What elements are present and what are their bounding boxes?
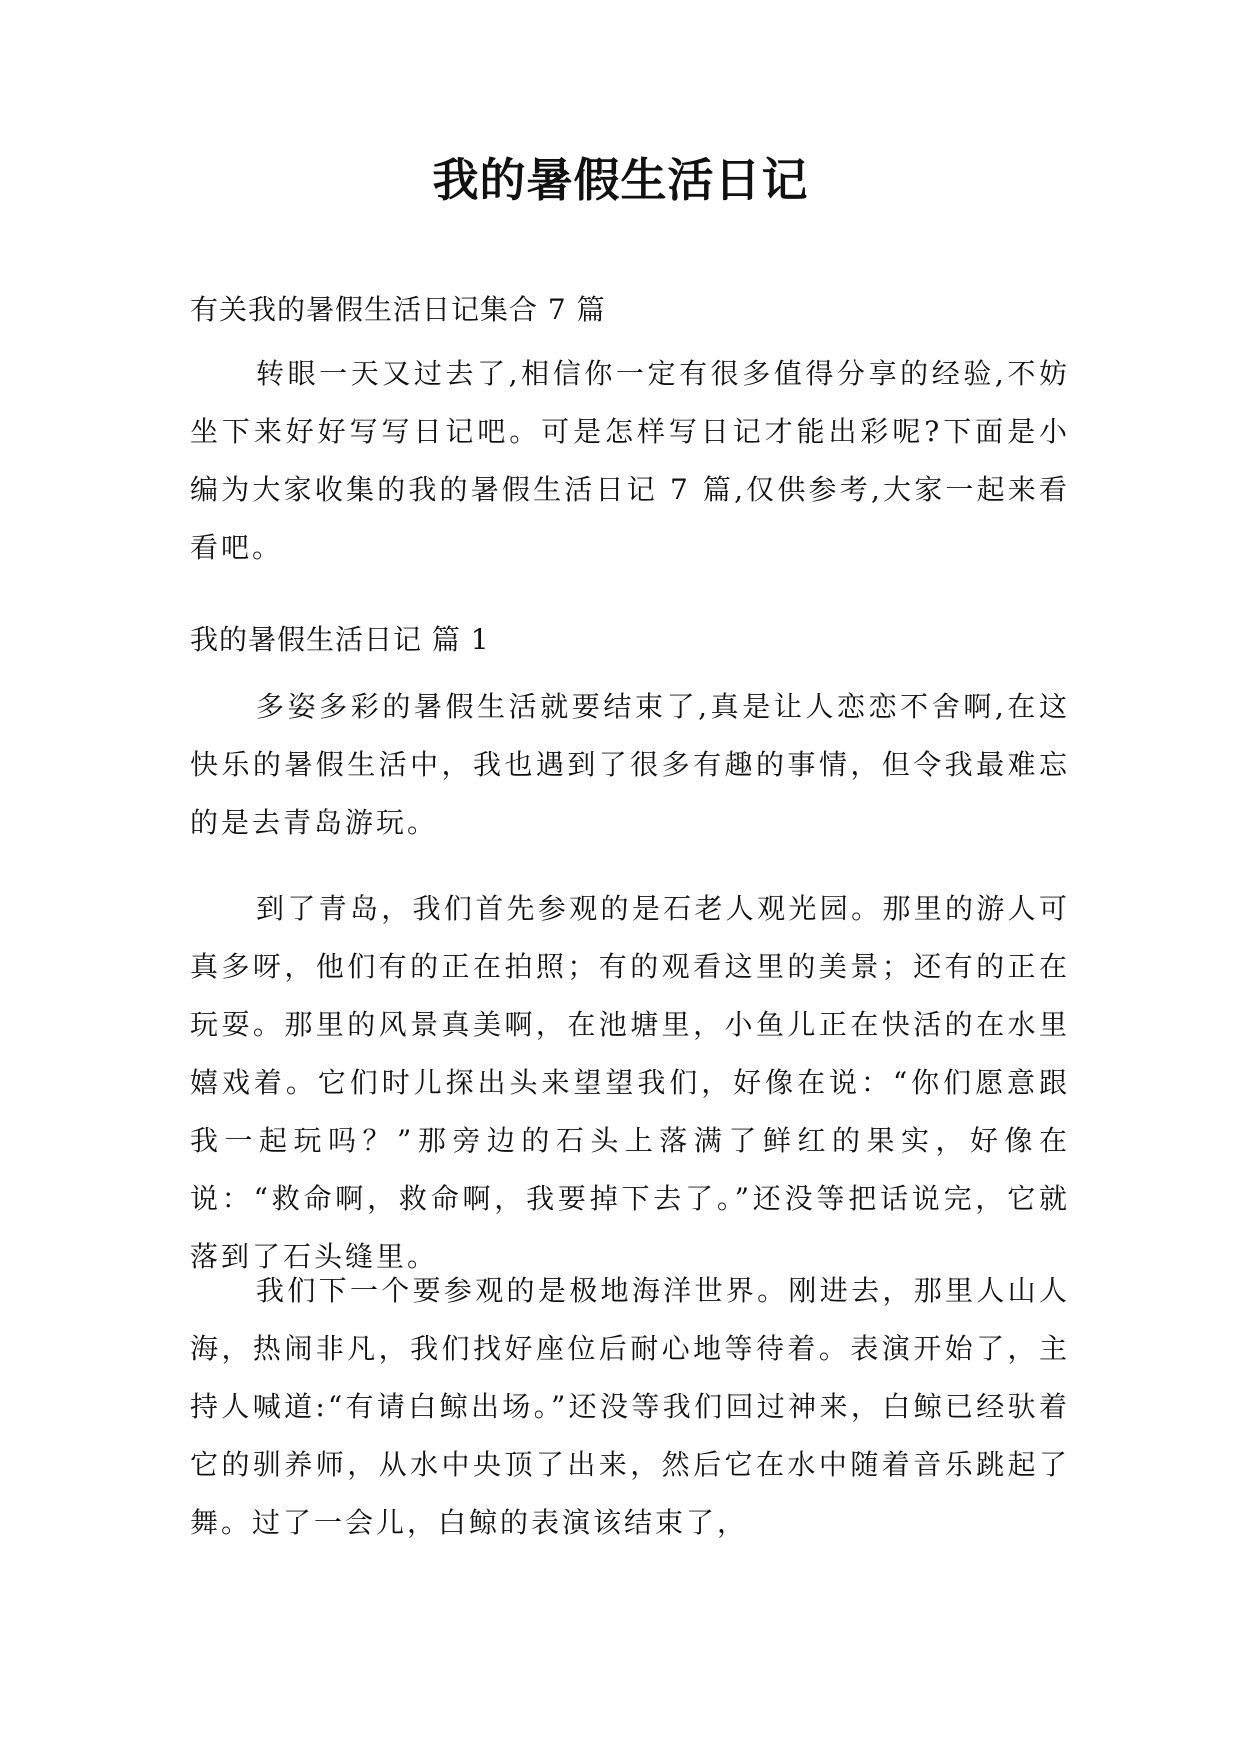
section-heading: 我的暑假生活日记 篇 1 — [190, 623, 490, 656]
body-paragraph-2: 到了青岛，我们首先参观的是石老人观光园。那里的游人可真多呀，他们有的正在拍照；有的观看这里的美景；还有的正在玩耍。那里的风景真美啊，在池塘里，小鱼儿正在快活的在水里嬉戏着。它们时儿探出头来望望我们，好像在说：“你们愿意跟我一起玩吗？”那旁边的石头上落满了鲜红的果实，好像在说：“救命啊，救命啊，我要掉下去了。”还没等把话说完，它就落到了石头缝里。 — [190, 892, 1070, 1273]
intro-paragraph: 转眼一天又过去了,相信你一定有很多值得分享的经验,不妨坐下来好好写写日记吧。可是怎样写日记才能出彩呢?下面是小编为大家收集的我的暑假生活日记 7 篇,仅供参考,大家一起来看看吧。 — [190, 357, 1070, 564]
body-paragraph-1: 多姿多彩的暑假生活就要结束了,真是让人恋恋不舍啊,在这快乐的暑假生活中，我也遇到了很多有趣的事情，但令我最难忘的是去青岛游玩。 — [190, 690, 1070, 839]
page-title: 我的暑假生活日记 — [432, 153, 809, 207]
body-paragraph-3: 我们下一个要参观的是极地海洋世界。刚进去，那里人山人海，热闹非凡，我们找好座位后耐心地等待着。表演开始了，主持人喊道:“有请白鲸出场。”还没等我们回过神来，白鲸已经驮着它的驯养师，从水中央顶了出来，然后它在水中随着音乐跳起了舞。过了一会儿，白鲸的表演该结束了， — [190, 1274, 1070, 1539]
document-subtitle: 有关我的暑假生活日记集合 7 篇 — [190, 293, 606, 326]
